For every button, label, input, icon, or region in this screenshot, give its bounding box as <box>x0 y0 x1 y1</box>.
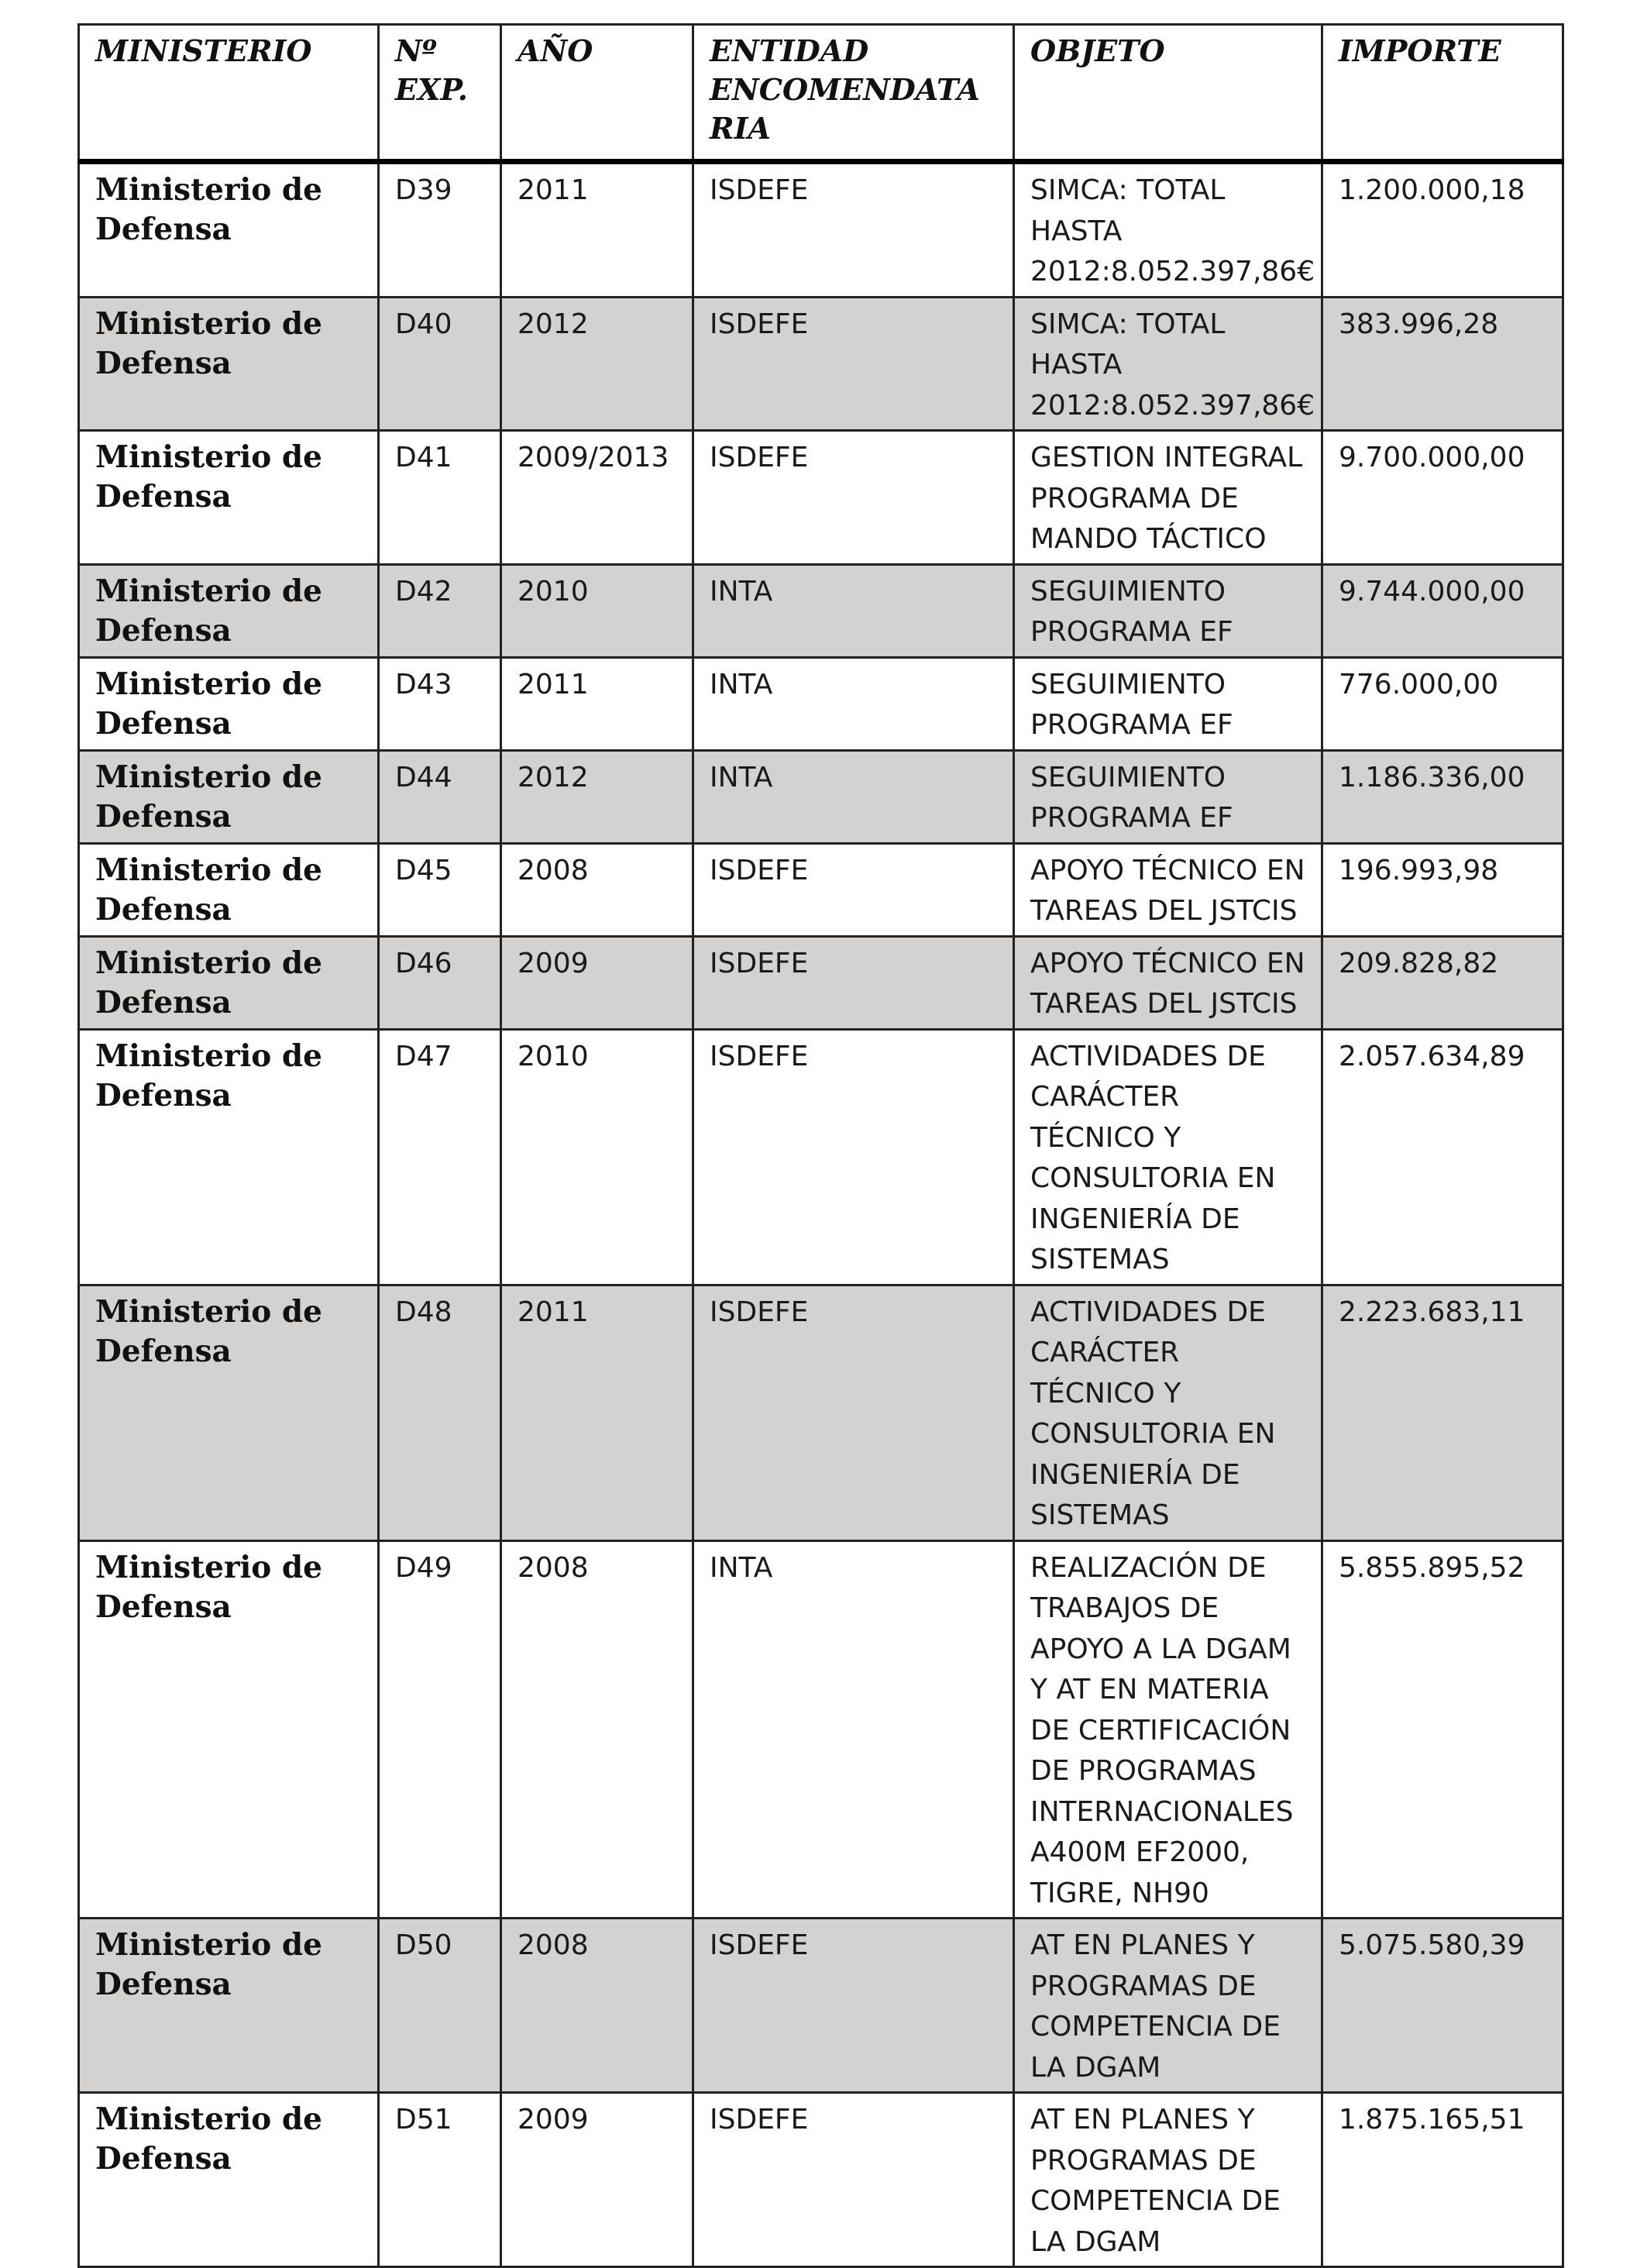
cell-exp: D39 <box>379 162 501 298</box>
cell-entidad: ISDEFE <box>693 843 1014 936</box>
cell-objeto: REALIZACIÓN DE TRABAJOS DE APOYO A LA DGAM Y AT EN MATERIA DE CERTIFICACIÓN DE PROGRAMAS INTERNACIONALES A400M EF2000, TIGRE, NH90 <box>1014 1540 1322 1919</box>
cell-importe: 5.855.895,52 <box>1322 1540 1563 1919</box>
cell-entidad: ISDEFE <box>693 431 1014 565</box>
cell-importe: 196.993,98 <box>1322 843 1563 936</box>
cell-ministerio: Ministerio de Defensa <box>79 162 379 298</box>
cell-anio: 2010 <box>501 1029 693 1285</box>
cell-importe: 5.075.580,39 <box>1322 1919 1563 2093</box>
table-row <box>79 2093 1563 2267</box>
cell-anio: 2009 <box>501 936 693 1029</box>
cell-exp: D41 <box>379 431 501 565</box>
cell-ministerio: Ministerio de Defensa <box>79 843 379 936</box>
cell-anio: 2011 <box>501 162 693 298</box>
cell-anio: 2011 <box>501 1285 693 1540</box>
cell-exp: D40 <box>379 297 501 431</box>
table-row <box>79 657 1563 750</box>
cell-objeto: ACTIVIDADES DE CARÁCTER TÉCNICO Y CONSULTORIA EN INGENIERÍA DE SISTEMAS <box>1014 1285 1322 1540</box>
cell-objeto: GESTION INTEGRAL PROGRAMA DE MANDO TÁCTICO <box>1014 431 1322 565</box>
cell-ministerio: Ministerio de Defensa <box>79 1285 379 1540</box>
cell-exp: D50 <box>379 1919 501 2093</box>
cell-exp: D46 <box>379 936 501 1029</box>
cell-objeto: ACTIVIDADES DE CARÁCTER TÉCNICO Y CONSULTORIA EN INGENIERÍA DE SISTEMAS <box>1014 1029 1322 1285</box>
cell-entidad: INTA <box>693 1540 1014 1919</box>
cell-entidad: ISDEFE <box>693 2093 1014 2267</box>
table-row <box>79 162 1563 298</box>
header-importe: IMPORTE <box>1322 25 1563 162</box>
cell-exp: D51 <box>379 2093 501 2267</box>
cell-entidad: INTA <box>693 564 1014 657</box>
cell-importe: 1.200.000,18 <box>1322 162 1563 298</box>
cell-importe: 209.828,82 <box>1322 936 1563 1029</box>
cell-ministerio: Ministerio de Defensa <box>79 2093 379 2267</box>
table-row <box>79 1285 1563 1540</box>
cell-entidad: ISDEFE <box>693 297 1014 431</box>
table-row <box>79 1029 1563 1285</box>
cell-anio: 2008 <box>501 1919 693 2093</box>
header-row <box>79 25 1563 162</box>
cell-objeto: APOYO TÉCNICO EN TAREAS DEL JSTCIS <box>1014 936 1322 1029</box>
cell-entidad: ISDEFE <box>693 162 1014 298</box>
header-ministerio: MINISTERIO <box>79 25 379 162</box>
cell-exp: D48 <box>379 1285 501 1540</box>
cell-anio: 2012 <box>501 750 693 843</box>
cell-objeto: APOYO TÉCNICO EN TAREAS DEL JSTCIS <box>1014 843 1322 936</box>
cell-ministerio: Ministerio de Defensa <box>79 936 379 1029</box>
cell-importe: 1.186.336,00 <box>1322 750 1563 843</box>
cell-exp: D43 <box>379 657 501 750</box>
table-row <box>79 1919 1563 2093</box>
header-anio: AÑO <box>501 25 693 162</box>
cell-importe: 776.000,00 <box>1322 657 1563 750</box>
table-row <box>79 297 1563 431</box>
encomiendas-table <box>77 23 1564 2268</box>
cell-entidad: ISDEFE <box>693 1285 1014 1540</box>
cell-exp: D49 <box>379 1540 501 1919</box>
cell-importe: 9.744.000,00 <box>1322 564 1563 657</box>
cell-importe: 2.057.634,89 <box>1322 1029 1563 1285</box>
table-row <box>79 936 1563 1029</box>
table-row <box>79 1540 1563 1919</box>
cell-entidad: INTA <box>693 750 1014 843</box>
cell-objeto: SEGUIMIENTO PROGRAMA EF <box>1014 564 1322 657</box>
cell-anio: 2009 <box>501 2093 693 2267</box>
cell-exp: D45 <box>379 843 501 936</box>
header-objeto: OBJETO <box>1014 25 1322 162</box>
cell-objeto: AT EN PLANES Y PROGRAMAS DE COMPETENCIA DE LA DGAM <box>1014 1919 1322 2093</box>
cell-importe: 2.223.683,11 <box>1322 1285 1563 1540</box>
cell-ministerio: Ministerio de Defensa <box>79 1029 379 1285</box>
cell-ministerio: Ministerio de Defensa <box>79 1540 379 1919</box>
cell-objeto: SIMCA: TOTAL HASTA 2012:8.052.397,86€ <box>1014 297 1322 431</box>
header-entidad: ENTIDAD ENCOMENDATARIA <box>693 25 1014 162</box>
cell-anio: 2011 <box>501 657 693 750</box>
cell-entidad: INTA <box>693 657 1014 750</box>
cell-objeto: SEGUIMIENTO PROGRAMA EF <box>1014 750 1322 843</box>
cell-anio: 2008 <box>501 843 693 936</box>
cell-entidad: ISDEFE <box>693 936 1014 1029</box>
cell-exp: D47 <box>379 1029 501 1285</box>
cell-objeto: AT EN PLANES Y PROGRAMAS DE COMPETENCIA DE LA DGAM <box>1014 2093 1322 2267</box>
cell-exp: D42 <box>379 564 501 657</box>
cell-entidad: ISDEFE <box>693 1029 1014 1285</box>
header-num-exp: Nº EXP. <box>379 25 501 162</box>
cell-anio: 2010 <box>501 564 693 657</box>
cell-entidad: ISDEFE <box>693 1919 1014 2093</box>
cell-exp: D44 <box>379 750 501 843</box>
cell-objeto: SEGUIMIENTO PROGRAMA EF <box>1014 657 1322 750</box>
cell-ministerio: Ministerio de Defensa <box>79 750 379 843</box>
cell-ministerio: Ministerio de Defensa <box>79 297 379 431</box>
cell-importe: 383.996,28 <box>1322 297 1563 431</box>
cell-anio: 2009/2013 <box>501 431 693 565</box>
cell-anio: 2012 <box>501 297 693 431</box>
cell-ministerio: Ministerio de Defensa <box>79 564 379 657</box>
table-row <box>79 564 1563 657</box>
cell-ministerio: Ministerio de Defensa <box>79 431 379 565</box>
cell-anio: 2008 <box>501 1540 693 1919</box>
cell-importe: 1.875.165,51 <box>1322 2093 1563 2267</box>
cell-ministerio: Ministerio de Defensa <box>79 657 379 750</box>
cell-ministerio: Ministerio de Defensa <box>79 1919 379 2093</box>
table-row <box>79 431 1563 565</box>
table-row <box>79 750 1563 843</box>
table-row <box>79 843 1563 936</box>
cell-objeto: SIMCA: TOTAL HASTA 2012:8.052.397,86€ <box>1014 162 1322 298</box>
cell-importe: 9.700.000,00 <box>1322 431 1563 565</box>
